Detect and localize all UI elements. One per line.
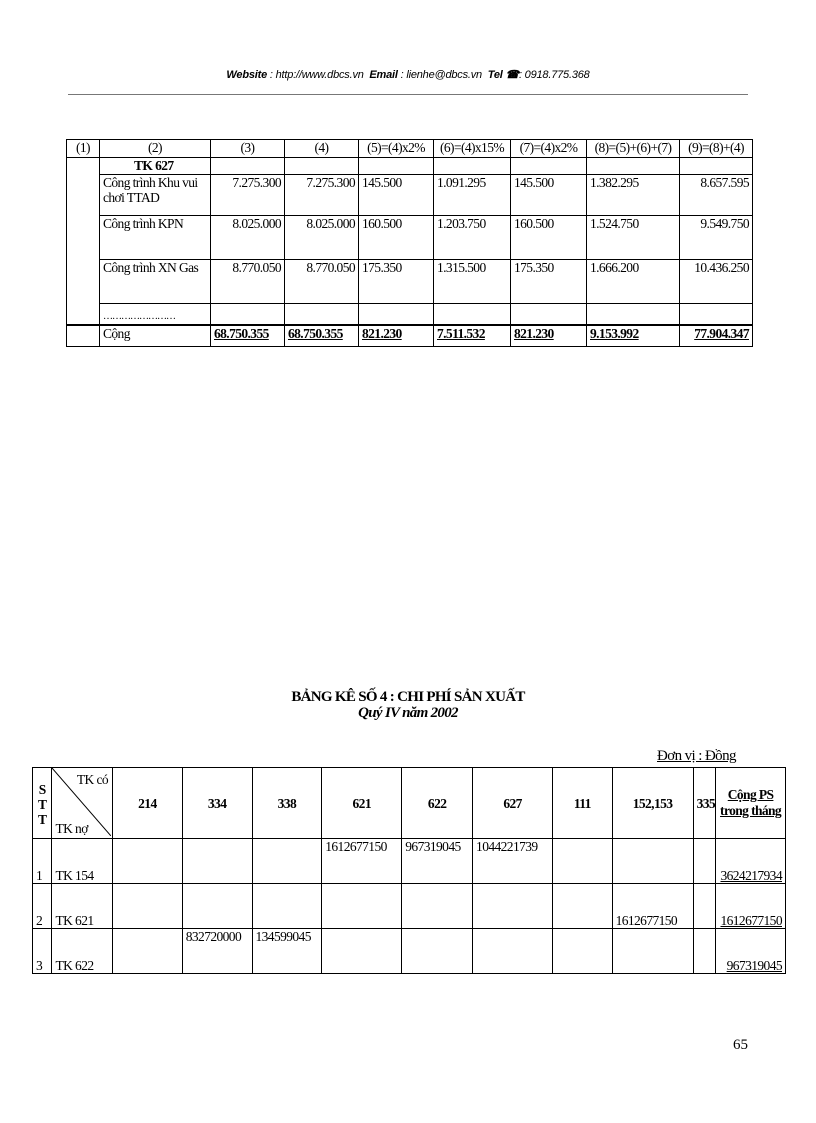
table-row xyxy=(33,884,786,929)
account-cell: TK 154 xyxy=(52,839,113,884)
report-title: BẢNG KÊ SỐ 4 : CHI PHÍ SẢN XUẤT xyxy=(291,689,525,705)
cell-value: 1044221739 xyxy=(473,839,553,884)
stt-header: S T T xyxy=(33,768,52,839)
section-label: TK 627 xyxy=(100,158,211,175)
table-row xyxy=(33,839,786,884)
row-total: 1612677150 xyxy=(716,884,786,929)
cell-value: 10.436.250 xyxy=(680,260,753,304)
cell-value: 1.524.750 xyxy=(587,216,680,260)
cell-value: 160.500 xyxy=(511,216,587,260)
cell-value: 1612677150 xyxy=(322,839,402,884)
cost-allocation-table xyxy=(66,139,753,347)
table1-stt-cell xyxy=(67,158,100,326)
cell-value: 967319045 xyxy=(402,839,473,884)
cell-value: 1.315.500 xyxy=(434,260,511,304)
row-name: Công trình KPN xyxy=(100,216,211,260)
cell-value: 9.549.750 xyxy=(680,216,753,260)
column-header: 621 xyxy=(322,768,402,839)
total-value: 821.230 xyxy=(359,325,434,347)
email-value: : lienhe@dbcs.vn xyxy=(400,69,482,81)
cell-value: 8.770.050 xyxy=(211,260,285,304)
account-cell: TK 621 xyxy=(52,884,113,929)
header-rule xyxy=(68,94,748,95)
production-cost-table xyxy=(32,767,786,974)
tk-no-label: TK nợ xyxy=(55,821,88,836)
tel-value: : 0918.775.368 xyxy=(518,69,590,81)
table1-header-cell: (5)=(4)x2% xyxy=(359,140,434,158)
column-header: 338 xyxy=(252,768,322,839)
website-label: Website xyxy=(226,69,267,81)
column-header: 335 xyxy=(693,768,716,839)
total-value: 9.153.992 xyxy=(587,325,680,347)
cell-value: 134599045 xyxy=(252,929,322,974)
total-value: 77.904.347 xyxy=(680,325,753,347)
cell-value: 175.350 xyxy=(359,260,434,304)
page-header xyxy=(0,68,816,81)
cell-value: 175.350 xyxy=(511,260,587,304)
cell-value: 8.025.000 xyxy=(285,216,359,260)
column-header: 152,153 xyxy=(612,768,693,839)
website-value: : http://www.dbcs.vn xyxy=(269,69,364,81)
cell-value: 7.275.300 xyxy=(211,175,285,216)
table1-header-row xyxy=(67,140,753,158)
table1-header-cell: (8)=(5)+(6)+(7) xyxy=(587,140,680,158)
cell-value: 8.657.595 xyxy=(680,175,753,216)
row-total: 3624217934 xyxy=(716,839,786,884)
total-label: Cộng xyxy=(100,325,211,347)
column-header: 627 xyxy=(473,768,553,839)
phone-icon: ☎ xyxy=(505,69,519,81)
stt-cell: 2 xyxy=(33,884,52,929)
row-name: Công trình Khu vui chơi TTAD xyxy=(100,175,211,216)
total-value: 7.511.532 xyxy=(434,325,511,347)
table1-header-cell: (1) xyxy=(67,140,100,158)
cell-value: 7.275.300 xyxy=(285,175,359,216)
column-header: 111 xyxy=(553,768,613,839)
cell-value: 1.382.295 xyxy=(587,175,680,216)
report-subtitle: Quý IV năm 2002 xyxy=(358,705,458,721)
row-name: …………………… xyxy=(100,304,211,326)
table1-header-cell: (7)=(4)x2% xyxy=(511,140,587,158)
table1-total-row xyxy=(67,325,753,347)
total-value: 821.230 xyxy=(511,325,587,347)
row-name: Công trình XN Gas xyxy=(100,260,211,304)
table2-header-row xyxy=(33,768,786,839)
cell-value: 832720000 xyxy=(182,929,252,974)
table1-header-cell: (9)=(8)+(4) xyxy=(680,140,753,158)
table1-header-cell: (3) xyxy=(211,140,285,158)
stt-cell: 1 xyxy=(33,839,52,884)
table1-header-cell: (4) xyxy=(285,140,359,158)
total-value: 68.750.355 xyxy=(285,325,359,347)
email-label: Email xyxy=(369,69,398,81)
cell-value: 8.025.000 xyxy=(211,216,285,260)
total-column-header: Cộng PS trong tháng xyxy=(716,768,786,839)
account-diagonal-header xyxy=(52,768,113,839)
cell-value: 8.770.050 xyxy=(285,260,359,304)
tel-label: Tel xyxy=(487,69,503,81)
table-row xyxy=(67,304,753,326)
total-value: 68.750.355 xyxy=(211,325,285,347)
cell-value: 1.666.200 xyxy=(587,260,680,304)
cell-value: 145.500 xyxy=(511,175,587,216)
column-header: 334 xyxy=(182,768,252,839)
tk-co-label: TK có xyxy=(76,772,108,787)
table1-section-row xyxy=(67,158,753,175)
stt-cell: 3 xyxy=(33,929,52,974)
table-row xyxy=(33,929,786,974)
table1-header-cell: (6)=(4)x15% xyxy=(434,140,511,158)
cell-value: 1.203.750 xyxy=(434,216,511,260)
cell-value: 145.500 xyxy=(359,175,434,216)
page-number: 65 xyxy=(733,1037,748,1053)
table1-header-cell: (2) xyxy=(100,140,211,158)
cell-value: 1.091.295 xyxy=(434,175,511,216)
column-header: 214 xyxy=(113,768,183,839)
table-row xyxy=(67,216,753,260)
cell-value: 160.500 xyxy=(359,216,434,260)
unit-label: Đơn vị : Đồng xyxy=(657,748,736,764)
account-cell: TK 622 xyxy=(52,929,113,974)
cell-value: 1612677150 xyxy=(612,884,693,929)
column-header: 622 xyxy=(402,768,473,839)
table-row xyxy=(67,260,753,304)
row-total: 967319045 xyxy=(716,929,786,974)
table-row xyxy=(67,175,753,216)
